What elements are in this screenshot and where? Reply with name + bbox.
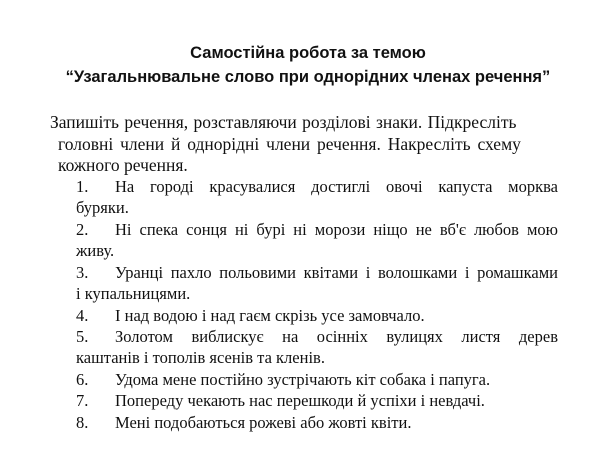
item-number: 1. (76, 177, 89, 196)
item-sentence-line-2: каштанів і тополів ясенів та кленів. (76, 348, 325, 367)
item-sentence-line-1: Золотом виблискує на осінніх вулицях листя дерев (115, 327, 558, 346)
item-number: 2. (76, 220, 89, 239)
item-sentence-line-1: Удома мене постійно зустрічають кіт собака і папуга. (115, 370, 491, 389)
item-number: 4. (76, 306, 89, 325)
item-sentence-line-2: живу. (76, 241, 115, 260)
item-sentence-line-1: На городі красувалися достиглі овочі капуста морква (115, 177, 558, 196)
item-sentence-line-2: буряки. (76, 198, 129, 217)
item-number: 3. (76, 263, 89, 282)
item-number: 5. (76, 327, 89, 346)
instruction-line-2: головні члени й однорідні члени речення. Накресліть схему (58, 134, 521, 154)
item-sentence-line-2: і купальницями. (76, 284, 191, 303)
item-sentence-line-1: Мені подобаються рожеві або жовті квіти. (115, 413, 412, 432)
item-number: 7. (76, 391, 89, 410)
instruction-line-1: Запишіть речення, розставляючи розділові знаки. Підкресліть (50, 112, 517, 132)
document-title: Самостійна робота за темою (190, 44, 426, 62)
item-sentence-line-1: Попереду чекають нас перешкоди й успіхи і невдачі. (115, 391, 485, 410)
item-sentence-line-1: Уранці пахло польовими квітами і волошками і ромашками (115, 263, 558, 282)
item-sentence-line-1: І над водою і над гаєм скрізь усе замовчало. (115, 306, 425, 325)
item-number: 6. (76, 370, 89, 389)
document-topic: “Узагальнювальне слово при однорідних членах речення” (65, 68, 551, 86)
instruction-line-3: кожного речення. (58, 155, 188, 175)
item-number: 8. (76, 413, 89, 432)
item-sentence-line-1: Ні спека сонця ні бурі ні морози ніщо не вб'є любов мою (115, 220, 558, 239)
